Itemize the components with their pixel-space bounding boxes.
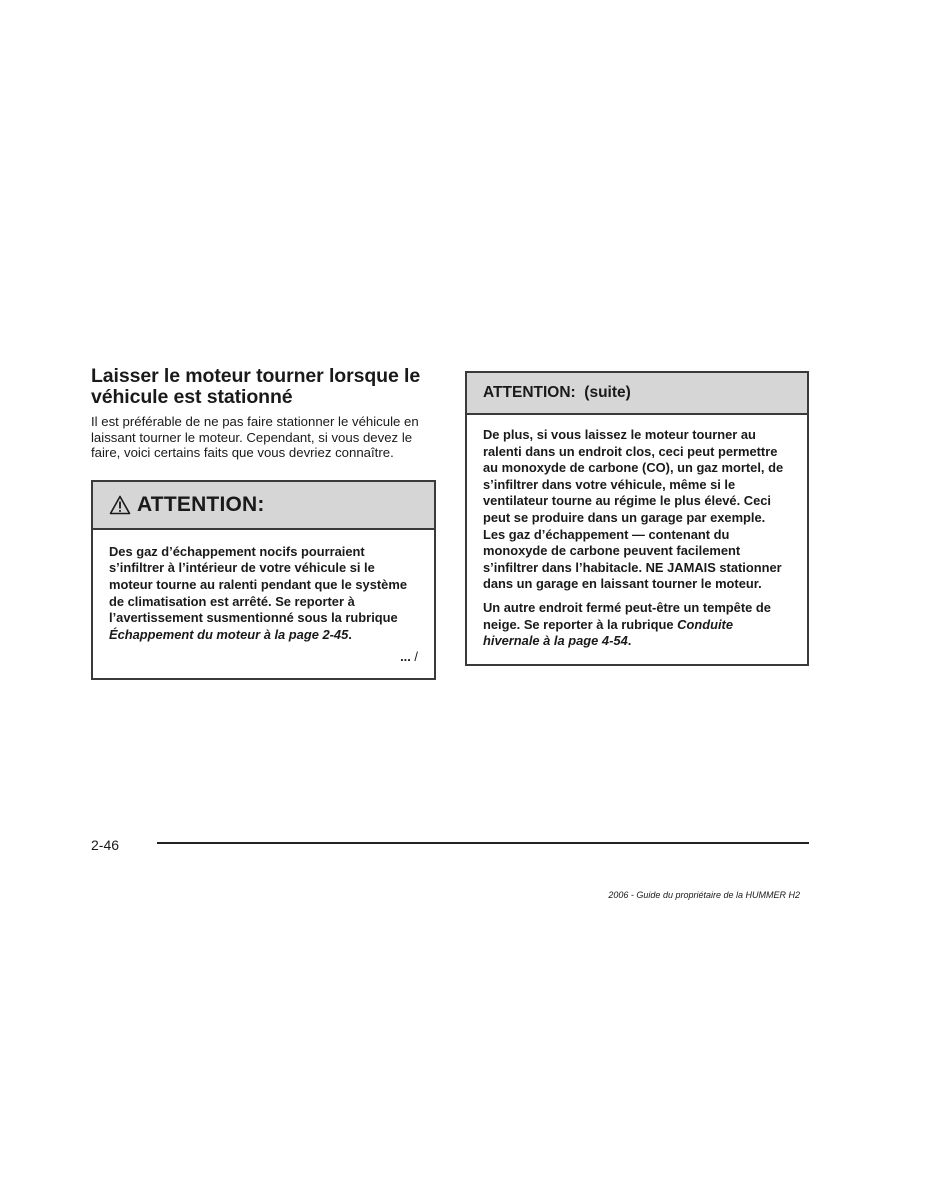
attention-text-before: Des gaz d’échappement nocifs pourraient s’infiltrer à l’intérieur de votre véhicule si le moteur tourne au ralenti pendant que le système de climatisation est arrêté. Se reporter à l’avertissement susmentionné sous la rubrique [109, 543, 407, 626]
attention-text [109, 544, 418, 644]
attention-box [91, 480, 436, 681]
section-intro: Il est préférable de ne pas faire stationner le véhicule en laissant tourner le moteur. Cependant, si vous devez le faire, voici certains faits que vous devriez connaître. [91, 414, 419, 461]
continuation-link[interactable]: Conduite hivernale à la page 4-54 [483, 616, 733, 649]
continuation-box [465, 371, 809, 666]
continued-slash: / [414, 649, 418, 665]
continuation-header [467, 373, 807, 415]
attention-heading: ATTENTION: [137, 492, 265, 516]
continuation-paragraph-2 [483, 600, 791, 650]
left-column [91, 366, 436, 680]
warning-triangle-icon [109, 495, 131, 515]
continuation-p2-after: . [627, 633, 632, 649]
right-column [465, 371, 809, 666]
attention-text-after: . [348, 626, 352, 642]
continued-marker [109, 649, 418, 664]
attention-body [93, 530, 434, 679]
continuation-p2-before: Un autre endroit fermé peut-être un tempête de neige. Se reporter à la rubrique [483, 599, 771, 632]
footer-note: 2006 - Guide du propriétaire de la HUMMER H2 [608, 890, 800, 900]
continuation-paragraph-1: De plus, si vous laissez le moteur tourner au ralenti dans un endroit clos, ceci peut permettre au monoxyde de carbone (CO), un gaz mortel, de s’infiltrer dans votre véhicule, même si le ventilateur tourne au régime le plus élevé. Ceci peut se produire dans un garage par exemple. Les gaz d’échappement — contenant du monoxyde de carbone peuvent facilement s’infiltrer dans l’habitacle. NE JAMAIS stationner dans un garage en laissant tourner le moteur. [483, 427, 784, 592]
continued-dots: ... [400, 649, 411, 665]
continuation-body [467, 415, 807, 664]
attention-header [93, 482, 434, 530]
page-number: 2-46 [91, 837, 120, 853]
footer-rule [157, 842, 809, 844]
section-title: Laisser le moteur tourner lorsque le véhicule est stationné [91, 365, 421, 408]
attention-link[interactable]: Échappement du moteur à la page 2-45 [109, 626, 349, 642]
continuation-heading: ATTENTION: (suite) [483, 384, 631, 401]
